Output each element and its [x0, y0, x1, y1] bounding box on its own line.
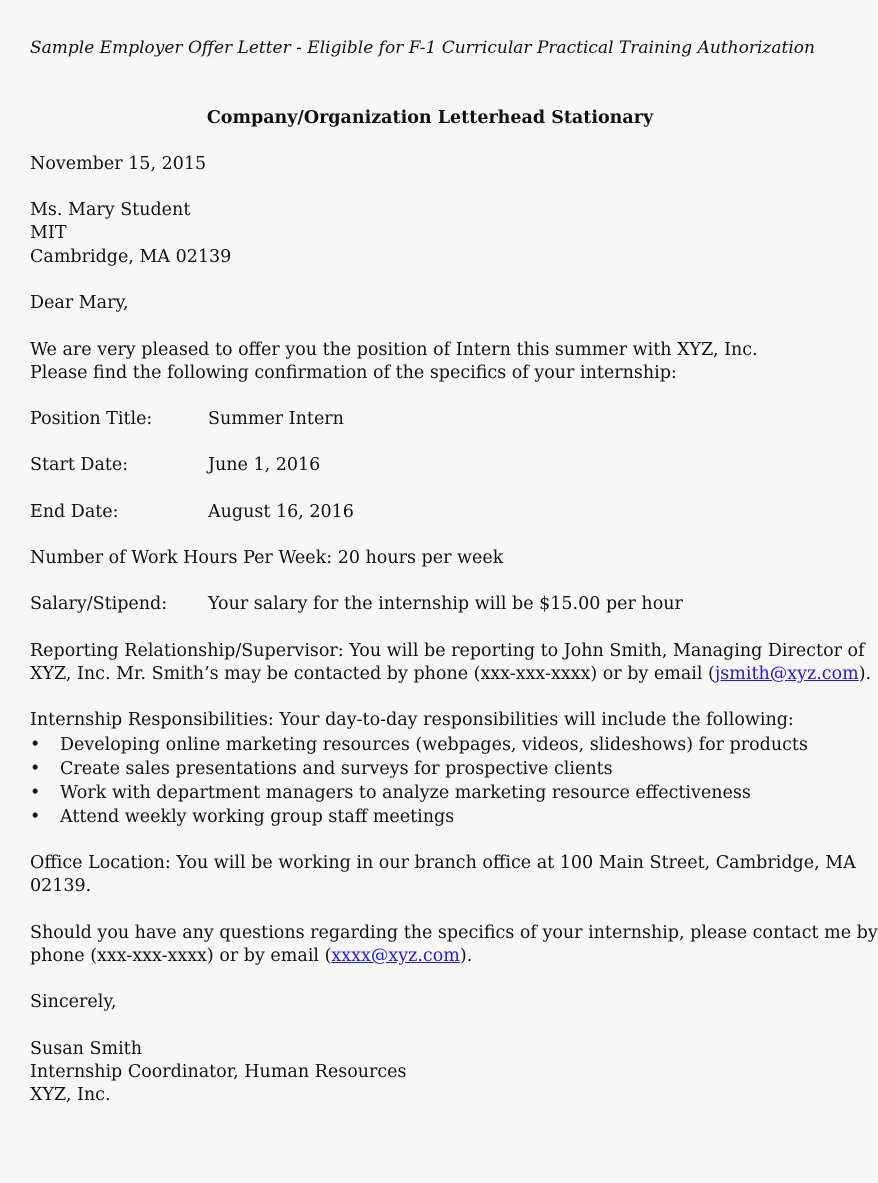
- bullet-icon: •: [30, 759, 41, 779]
- list-item: Create sales presentations and surveys for prospective clients: [60, 759, 613, 779]
- reporting-text: XYZ, Inc. Mr. Smith’s may be contacted by phone (xxx-xxx-xxxx) or by email (: [30, 664, 715, 684]
- letterhead-title: Company/Organization Letterhead Stationary: [206, 108, 654, 128]
- end-date-value: August 16, 2016: [208, 502, 354, 522]
- office-location-line-1: Office Location: You will be working in our branch office at 100 Main Street, Cambridge, MA: [30, 853, 856, 873]
- document-header: Sample Employer Offer Letter - Eligible for F-1 Curricular Practical Training Authorization: [30, 38, 815, 58]
- intro-line-2: Please find the following confirmation of the specifics of your internship:: [30, 363, 677, 383]
- signer-company: XYZ, Inc.: [30, 1085, 111, 1105]
- questions-line-1: Should you have any questions regarding the specifics of your internship, please contact me by: [30, 923, 878, 943]
- bullet-icon: •: [30, 807, 41, 827]
- start-date-label: Start Date:: [30, 455, 129, 475]
- office-location-line-2: 02139.: [30, 876, 92, 896]
- recipient-org: MIT: [30, 223, 67, 243]
- list-item: Attend weekly working group staff meetings: [60, 807, 455, 827]
- salary-label: Salary/Stipend:: [30, 594, 168, 614]
- signer-name: Susan Smith: [30, 1039, 142, 1059]
- recipient-city: Cambridge, MA 02139: [30, 247, 232, 267]
- bullet-icon: •: [30, 783, 41, 803]
- start-date-value: June 1, 2016: [208, 455, 321, 475]
- reporting-line-2: [30, 662, 871, 686]
- letter-date: November 15, 2015: [30, 154, 207, 174]
- questions-line-2: [30, 944, 472, 968]
- work-hours: Number of Work Hours Per Week: 20 hours per week: [30, 548, 504, 568]
- contact-email-link[interactable]: xxxx@xyz.com: [331, 946, 460, 966]
- reporting-end: ).: [858, 664, 872, 684]
- reporting-line-1: Reporting Relationship/Supervisor: You will be reporting to John Smith, Managing Director of: [30, 641, 865, 661]
- questions-text: phone (xxx-xxx-xxxx) or by email (: [30, 946, 332, 966]
- recipient-name: Ms. Mary Student: [30, 200, 191, 220]
- questions-end: ).: [459, 946, 473, 966]
- list-item: Developing online marketing resources (webpages, videos, slideshows) for products: [60, 735, 808, 755]
- closing: Sincerely,: [30, 992, 117, 1012]
- responsibilities-heading: Internship Responsibilities: Your day-to-day responsibilities will include the following:: [30, 710, 794, 730]
- salutation: Dear Mary,: [30, 293, 129, 313]
- position-title-value: Summer Intern: [208, 409, 344, 429]
- intro-line-1: We are very pleased to offer you the position of Intern this summer with XYZ, Inc.: [30, 340, 758, 360]
- position-title-label: Position Title:: [30, 409, 153, 429]
- signer-title: Internship Coordinator, Human Resources: [30, 1062, 407, 1082]
- salary-value: Your salary for the internship will be $15.00 per hour: [208, 594, 683, 614]
- supervisor-email-link[interactable]: jsmith@xyz.com: [714, 664, 859, 684]
- end-date-label: End Date:: [30, 502, 119, 522]
- list-item: Work with department managers to analyze marketing resource effectiveness: [60, 783, 751, 803]
- bullet-icon: •: [30, 735, 41, 755]
